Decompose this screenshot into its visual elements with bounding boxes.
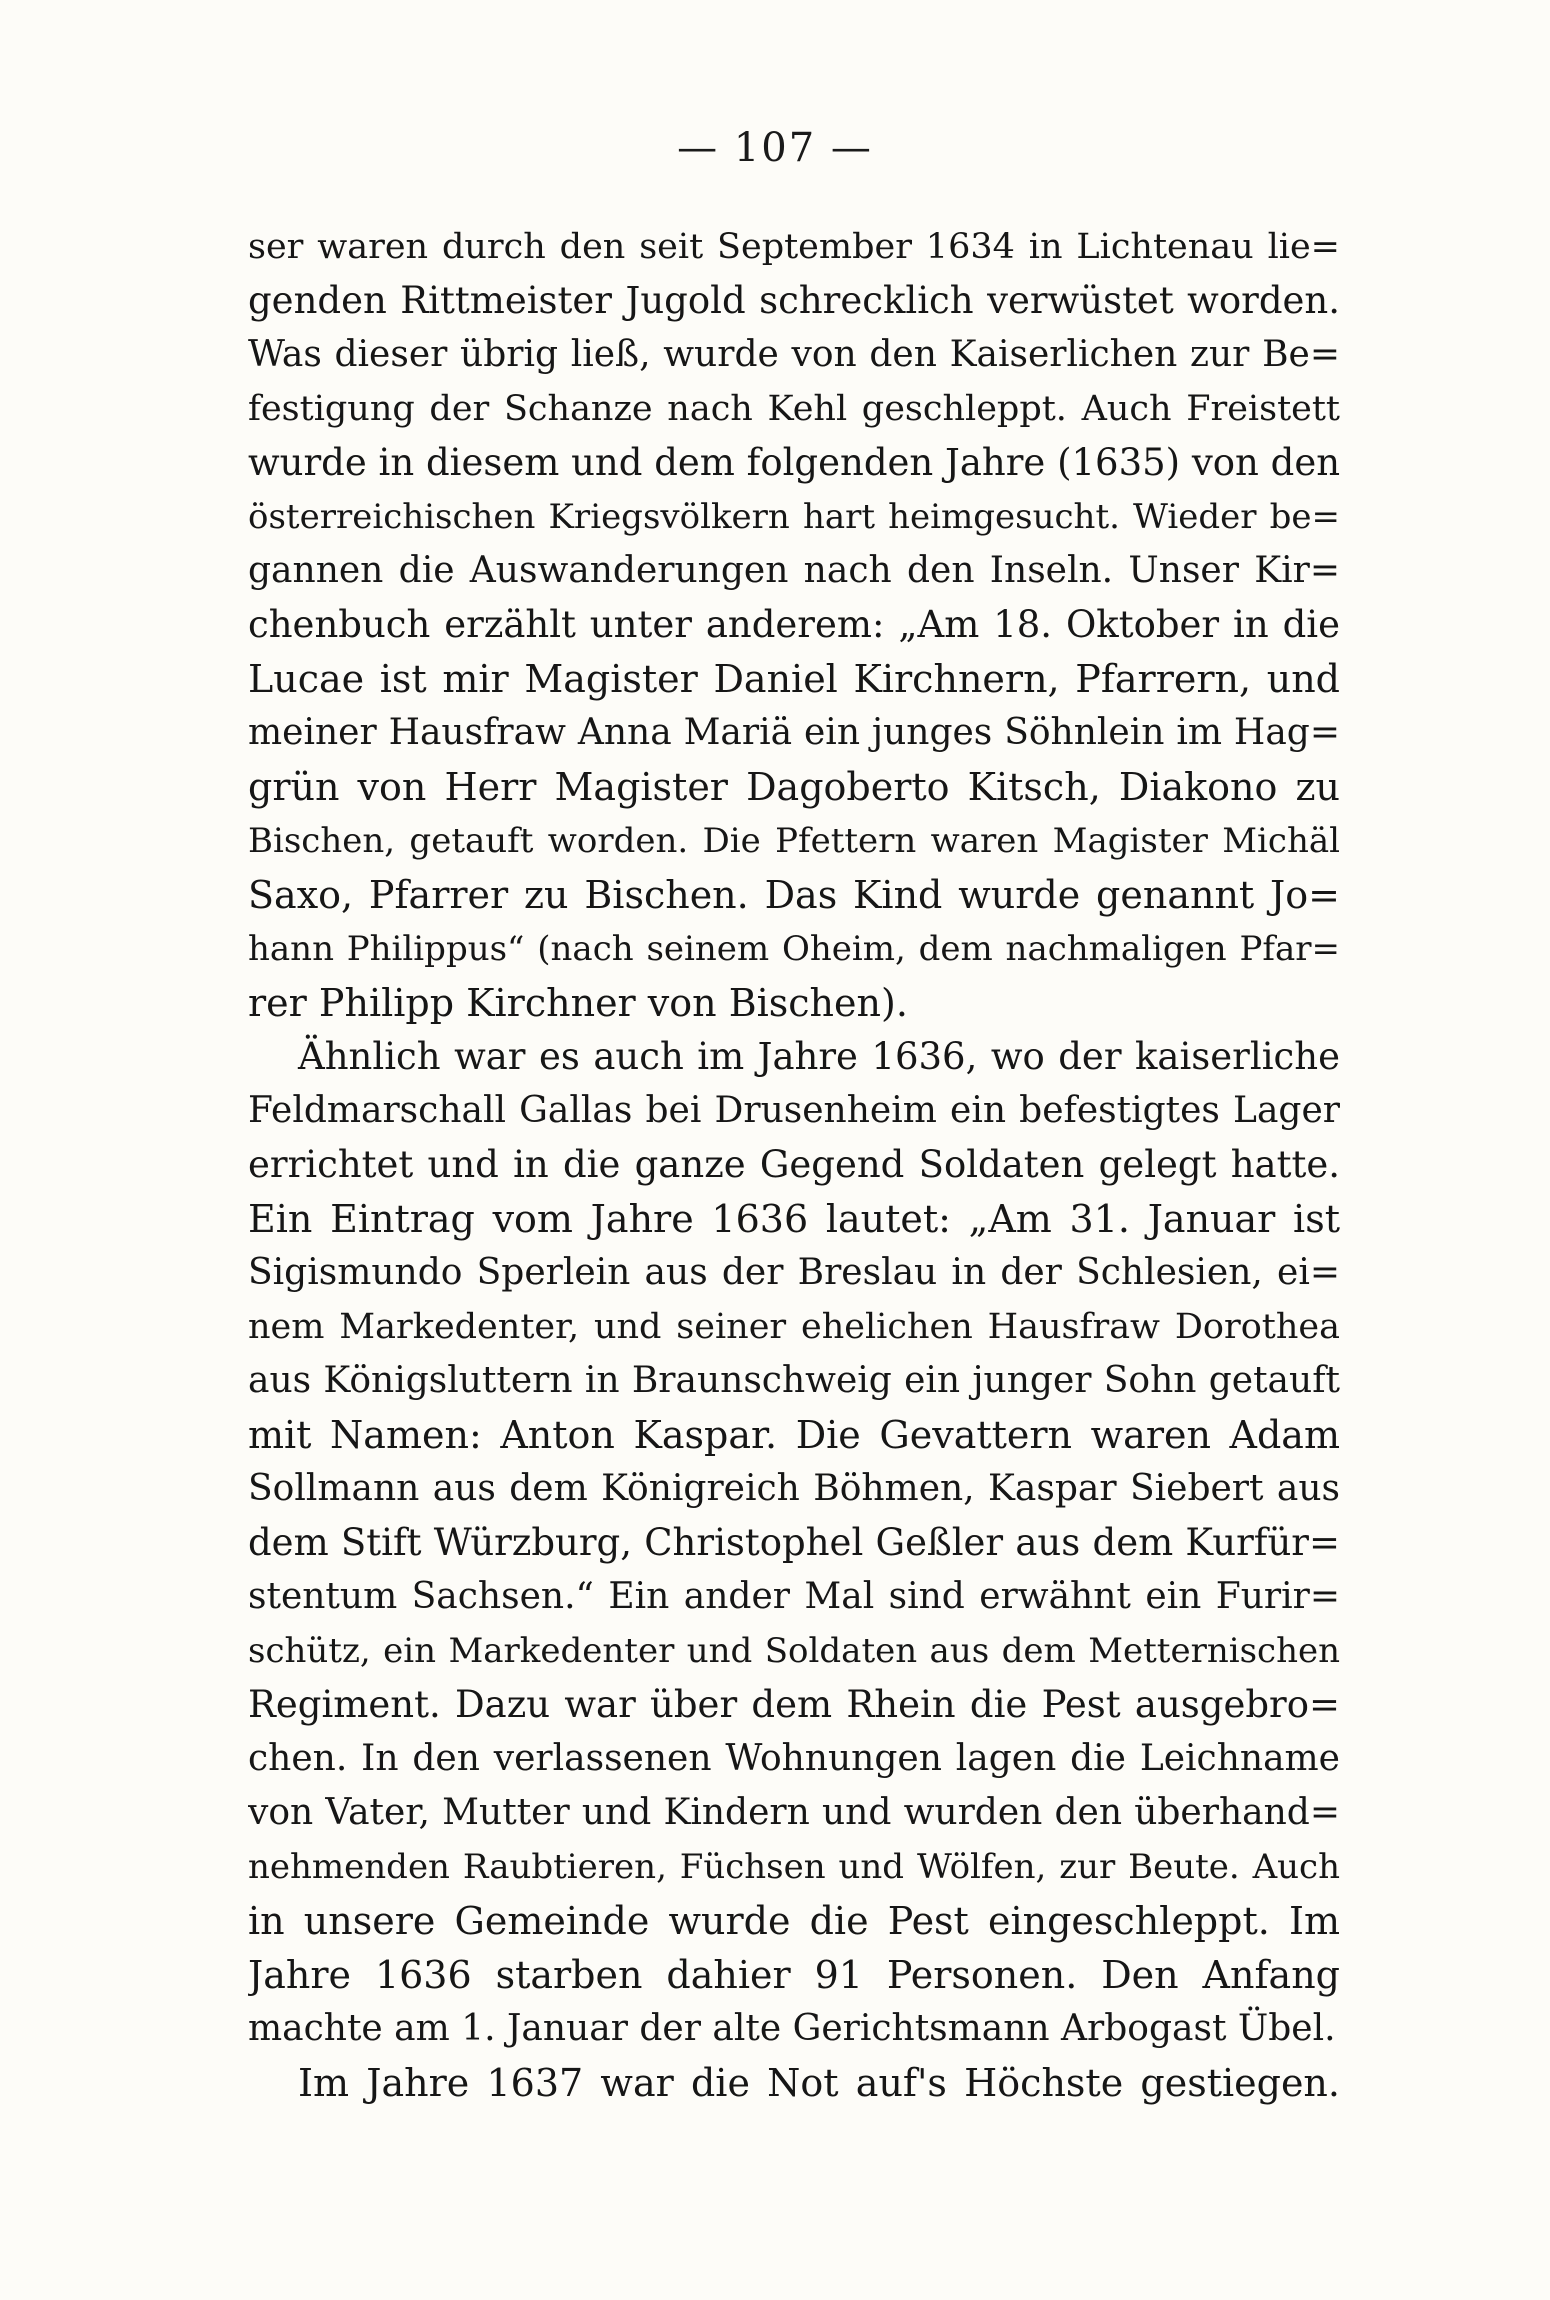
text-line: grün von Herr Magister Dagoberto Kitsch, Diakono zu — [248, 765, 1340, 809]
text-line: Ähnlich war es auch im Jahre 1636, wo der kaiserliche — [298, 1035, 1340, 1078]
text-line: Saxo, Pfarrer zu Bischen. Das Kind wurde genannt Jo= — [248, 873, 1340, 917]
text-line: dem Stift Würzburg, Christophel Geßler aus dem Kurfür= — [248, 1521, 1340, 1564]
text-line: festigung der Schanze nach Kehl geschleppt. Auch Freistett — [248, 389, 1340, 429]
text-line: Lucae ist mir Magister Daniel Kirchnern, Pfarrern, und — [248, 657, 1340, 701]
text-line: Ein Eintrag vom Jahre 1636 lautet: „Am 31. Januar ist — [248, 1197, 1340, 1241]
text-line: österreichischen Kriegsvölkern hart heimgesucht. Wieder be= — [248, 497, 1340, 537]
text-line: gannen die Auswanderungen nach den Inseln. Unser Kir= — [248, 550, 1340, 591]
text-line: Bischen, getauft worden. Die Pfettern waren Magister Michäl — [248, 821, 1340, 861]
text-line: mit Namen: Anton Kaspar. Die Gevattern waren Adam — [248, 1413, 1340, 1457]
text-line: meiner Hausfraw Anna Mariä ein junges Söhnlein im Hag= — [248, 712, 1340, 753]
text-line: nehmenden Raubtieren, Füchsen und Wölfen, zur Beute. Auch — [248, 1847, 1340, 1887]
text-line: stentum Sachsen.“ Ein ander Mal sind erwähnt ein Furir= — [248, 1576, 1340, 1617]
text-line: machte am 1. Januar der alte Gerichtsmann Arbogast Übel. — [248, 2008, 1336, 2049]
text-line: Was dieser übrig ließ, wurde von den Kaiserlichen zur Be= — [248, 334, 1340, 375]
text-line: schütz, ein Markedenter und Soldaten aus dem Metternischen — [248, 1631, 1340, 1671]
text-line: rer Philipp Kirchner von Bischen). — [248, 981, 908, 1025]
text-line: ser waren durch den seit September 1634 in Lichtenau lie= — [248, 227, 1340, 267]
text-line: von Vater, Mutter und Kindern und wurden den überhand= — [248, 1792, 1340, 1833]
text-line: Sollmann aus dem Königreich Böhmen, Kaspar Siebert aus — [248, 1468, 1340, 1509]
text-line: Jahre 1636 starben dahier 91 Personen. Den Anfang — [248, 1953, 1340, 1997]
text-line: in unsere Gemeinde wurde die Pest eingeschleppt. Im — [248, 1899, 1340, 1943]
page-number: — 107 — — [677, 125, 873, 171]
text-line: hann Philippus“ (nach seinem Oheim, dem nachmaligen Pfar= — [248, 929, 1340, 969]
text-line: Feldmarschall Gallas bei Drusenheim ein befestigtes Lager — [248, 1090, 1340, 1131]
text-line: errichtet und in die ganze Gegend Soldaten gelegt hatte. — [248, 1143, 1340, 1186]
text-line: Sigismundo Sperlein aus der Breslau in der Schlesien, ei= — [248, 1252, 1340, 1293]
text-line: wurde in diesem und dem folgenden Jahre (1635) von den — [248, 441, 1340, 484]
text-line: chen. In den verlassenen Wohnungen lagen die Leichname — [248, 1738, 1340, 1779]
text-line: aus Königsluttern in Braunschweig ein junger Sohn getauft — [248, 1360, 1340, 1401]
text-line: genden Rittmeister Jugold schrecklich verwüstet worden. — [248, 279, 1340, 322]
text-line: nem Markedenter, und seiner ehelichen Hausfraw Dorothea — [248, 1307, 1340, 1347]
text-line: Im Jahre 1637 war die Not auf's Höchste gestiegen. — [298, 2061, 1340, 2105]
body-text — [248, 220, 1340, 2110]
text-line: chenbuch erzählt unter anderem: „Am 18. Oktober in die — [248, 603, 1340, 646]
text-line: Regiment. Dazu war über dem Rhein die Pest ausgebro= — [248, 1683, 1340, 1726]
